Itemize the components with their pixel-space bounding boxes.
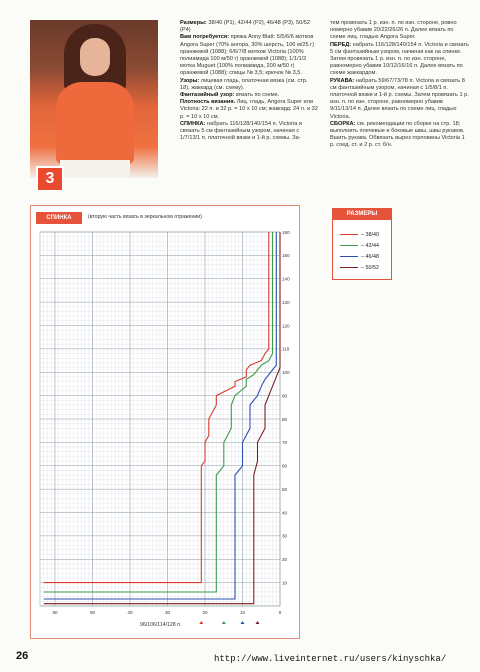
chart-section-title: СПИНКА [36, 212, 82, 224]
instruction-text: вязать по схеме. [235, 92, 280, 99]
chart-section-note: (вторую часть вязать в зеркальном отражении) [88, 214, 202, 220]
instruction-label: РУКАВА: [330, 77, 356, 84]
instruction-paragraph [330, 78, 470, 121]
x-tick-label: 10 [239, 610, 246, 615]
instruction-label: Узоры: [180, 77, 201, 84]
shaping-marker-arrow [256, 621, 260, 624]
instruction-paragraph [180, 34, 318, 77]
x-tick-label: 40 [127, 610, 133, 615]
legend-swatch [340, 234, 358, 236]
x-tick-label: 50 [89, 610, 96, 615]
instruction-label: Фантазийный узор: [180, 92, 236, 99]
shaping-marker-arrow [241, 621, 245, 624]
y-tick-label: 100 [282, 370, 290, 376]
legend-label: – 46/48 [361, 254, 379, 260]
instruction-paragraph [330, 42, 470, 78]
instruction-label: Вам потребуется: [180, 34, 231, 41]
instruction-label: ПЕРЕД: [330, 41, 353, 48]
knitting-chart [38, 228, 294, 624]
legend-label: – 50/52 [361, 265, 379, 271]
legend-row-46/48 [340, 254, 379, 260]
instruction-text: набрать 116/128/140/154 п. Victoria и связать 5 см фантазийным узором, начиная с 1/7/13/1 п. платочной вязки и 1-й р. схемы. За- [180, 120, 303, 142]
legend-swatch [340, 267, 358, 269]
legend-label: – 42/44 [361, 243, 379, 249]
legend-swatch [340, 245, 358, 247]
instruction-paragraph [180, 92, 318, 99]
y-tick-label: 40 [282, 510, 288, 516]
instruction-text: набрать 59/67/73/78 п. Victoria и связать 8 см фантазийным узором, начиная с 1/5/8/1 п. платочной вязки и 1-й р. схемы. Затем провязать 1 р. изн. п. по изн. стороне, равномерно убавив 9/11/13/14 п. Далее вязать по схеме лиц. гладью Victoria. [330, 77, 469, 120]
instructions-column-1 [180, 20, 318, 142]
instruction-paragraph [330, 20, 470, 42]
y-tick-label: 90 [282, 393, 288, 399]
instruction-paragraph [180, 20, 318, 34]
instructions-column-2 [330, 20, 470, 150]
model-photo [30, 20, 158, 178]
y-tick-label: 70 [282, 440, 288, 446]
legend-row-38/40 [340, 232, 379, 238]
y-tick-label: 160 [282, 229, 290, 235]
photo-pants [60, 160, 130, 178]
instruction-text: набрать 116/128/140/154 п. Victoria и связать 5 см фантазийным узором, начиная как на спинке. Затем провязать 1 р. изн. п. по изн. стороне, равномерно убавив 10/12/16/16 п. Далее вязать по схеме жаккардом. [330, 41, 469, 77]
y-tick-label: 60 [282, 463, 288, 469]
y-tick-label: 110 [282, 346, 290, 352]
y-tick-label: 30 [282, 533, 288, 539]
shaping-marker-arrow [199, 621, 203, 624]
instruction-text: см. рекомендации по сборке на стр. 18; выполнить плечевые и боковые швы, швы рукавов. Вшить рукава. Обвязать вырез горловины Victoria 1 р. соед. ст. и 2 р. ст. б/н. [330, 120, 465, 149]
instruction-paragraph [180, 78, 318, 92]
instruction-text: пряжа Anny Blatt: 5/5/6/6 мотков Angora Super (70% ангора, 30% шерсть, 106 м/25 г) оранжевой (1088); 6/6/7/8 мотков Victoria (100% полиамида 100 м/50 г) оранжевой (1088); 1/1/1/2 мотка Muguet (100% полиамида, 200 м/50 г) оранжевой (1088); спицы № 3,5; крючок № 3,5. [180, 34, 315, 77]
instruction-label: СБОРКА: [330, 120, 358, 127]
instruction-paragraph [330, 121, 470, 150]
legend-label: – 38/40 [361, 232, 379, 238]
photo-face [80, 38, 110, 76]
instruction-label: Плотность вязания. [180, 99, 237, 106]
instruction-paragraph [180, 121, 318, 143]
y-tick-label: 10 [282, 580, 288, 586]
model-number-badge: 3 [36, 166, 64, 192]
instruction-paragraph [180, 99, 318, 121]
y-tick-label: 20 [282, 557, 288, 563]
legend-row-50/52 [340, 265, 379, 271]
chart-x-caption: 96/106/114/128 п. [140, 622, 182, 628]
y-tick-label: 130 [282, 299, 290, 305]
x-tick-label: 0 [278, 610, 282, 615]
y-tick-label: 140 [282, 276, 290, 282]
source-url: http://www.liveinternet.ru/users/kinyschka/ [214, 654, 447, 664]
y-tick-label: 120 [282, 323, 290, 329]
photo-sweater [56, 82, 134, 164]
y-tick-label: 150 [282, 253, 290, 259]
instruction-label: СПИНКА: [180, 120, 207, 127]
page-number: 26 [16, 650, 29, 662]
x-tick-label: 30 [164, 610, 171, 615]
instruction-text: лицевая гладь, платочная вязка (см. стр. 18), жаккард (см. схему). [180, 77, 308, 91]
y-tick-label: 80 [282, 416, 288, 422]
instruction-text: 38/40 (P1), 42/44 (P2), 46/48 (P3), 50/52 (P4) [180, 20, 311, 34]
shaping-marker-arrow [222, 621, 226, 624]
instruction-text: Лиц. гладь, Angora Super или Victoria: 22 п. и 32 р. = 10 х 10 см; жаккард: 24 п. и 32 р. = 10 х 10 см. [180, 99, 318, 120]
instruction-text: тем провязать 1 р. изн. п. по изн. стороне, ровно номерно убавив 20/22/26/26 п. Далее вязать по схеме лиц. гладью Angora Super. [330, 20, 457, 41]
legend-row-42/44 [340, 243, 379, 249]
x-tick-label: 20 [202, 610, 208, 615]
sizes-legend-title: РАЗМЕРЫ [332, 208, 392, 220]
y-tick-label: 50 [282, 486, 288, 492]
instruction-label: Размеры: [180, 20, 209, 26]
legend-swatch [340, 256, 358, 258]
x-tick-label: 60 [52, 610, 58, 615]
